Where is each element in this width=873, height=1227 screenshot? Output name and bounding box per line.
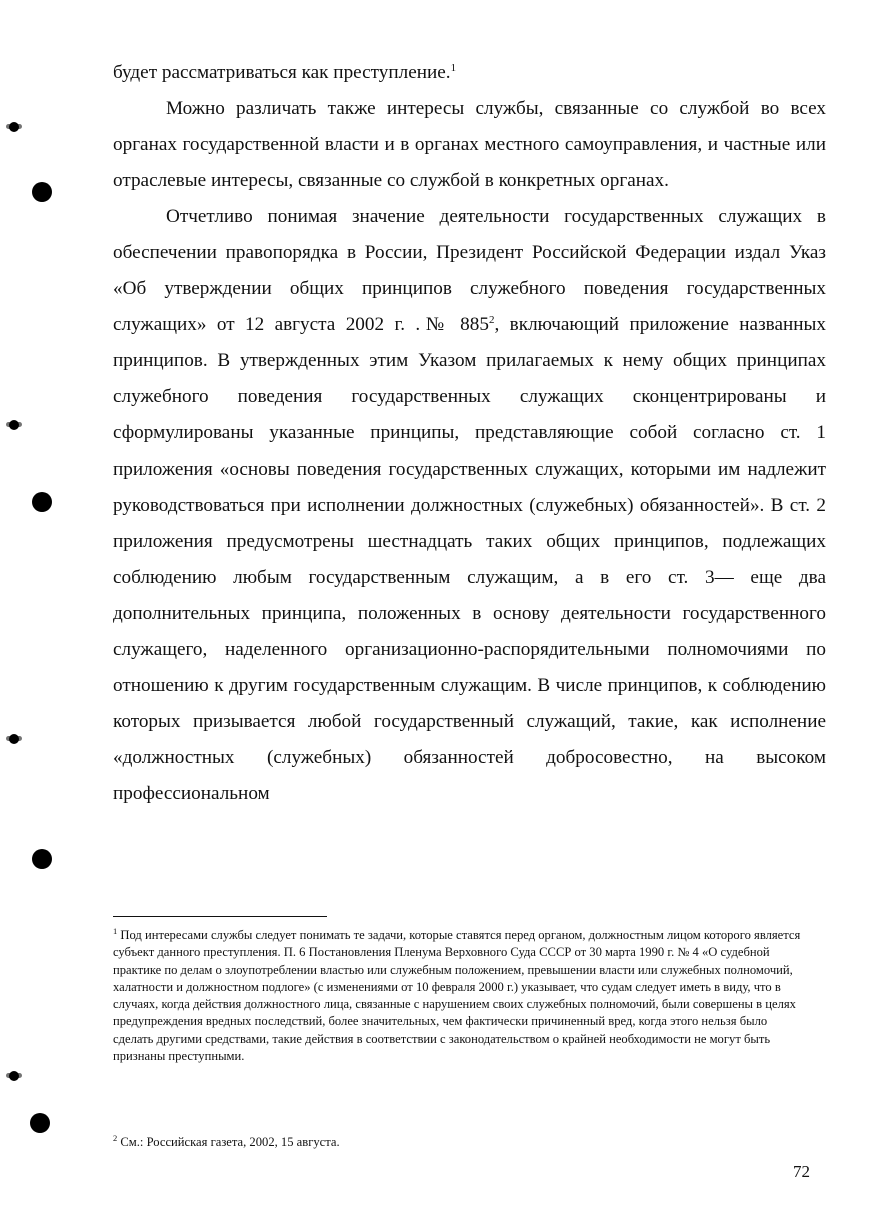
binder-hole: [32, 849, 52, 869]
binder-hole-mark: [9, 420, 19, 430]
footnote-2: [113, 1134, 803, 1151]
binder-hole-mark: [9, 734, 19, 744]
body-paragraph: Отчетливо понимая значение деятельности государственных служащих в обеспечении правопорядка в России, Президент Российской Федерации издал Указ «Об утверждении общих принципов служебного поведения государственных служащих» от 12 августа 2002 г. .№ $885^2$, включающий приложение названных принципов. В утвержденных этим Указом прилагаемых к нему общих принципах служебного поведения государственных служащих сконцентрированы и сформулированы указанные принципы, представляющие собой согласно ст. 1 приложения «основы поведения государственных служащих, которыми им надлежит руководствоваться при исполнении должностных (служебных) обязанностей». В ст. 2 приложения предусмотрены шестнадцать таких общих принципов, подлежащих соблюдению любым государственным служащим, а в его ст. 3— еще два дополнительных принципа, положенных в основу деятельности государственного служащего, наделенного организационно-распорядительными полномочиями по отношению к другим государственным служащим. В числе принципов, к соблюдению которых призывается любой государственный служащий, такие, как исполнение «должностных (служебных) обязанностей добросовестно, на высоком профессиональном: [113, 206, 826, 804]
body-line-top: будет рассматриваться как преступление.$^1$: [113, 62, 457, 83]
binder-hole: [30, 1113, 50, 1133]
binder-hole-mark: [9, 122, 19, 132]
footnote-2-mark: 2: [113, 1133, 118, 1143]
binder-hole: [32, 492, 52, 512]
page-number: 72: [793, 1162, 810, 1181]
footnote-1-text: Под интересами службы следует понимать те задачи, которые ставятся перед органом, должностным лицом которого является субъект данного преступления. П. 6 Постановления Пленума Верховного Суда СССР от 30 марта 1990 г. № 4 «О судебной практике по делам о злоупотреблении властью или служебным положением, превышении власти или служебных полномочий, халатности и должностном подлоге» (с изменениями от 10 февраля 2000 г.) указывает, что судам следует иметь в виду, что в случаях, когда действия должностного лица, связанные с нарушением своих служебных полномочий, были совершены в целях предупреждения вредных последствий, более значительных, чем фактически причиненный вред, когда этого нельзя было сделать другими средствами, такие действия в соответствии с законодательством о крайней необходимости не могут быть признаны преступными.: [113, 928, 801, 1064]
footnote-ref-1[interactable]: 1: [450, 62, 457, 74]
footnote-ref-2[interactable]: 2: [488, 314, 495, 327]
footnote-2-text: См.: Российская газета, 2002, 15 августа.: [117, 1135, 340, 1149]
binder-hole: [32, 182, 52, 202]
body-text: [113, 55, 826, 812]
footnote-separator: [113, 916, 327, 917]
body-paragraph: Можно различать также интересы службы, связанные со службой во всех органах государственной власти и в органах местного самоуправления, и частные или отраслевые интересы, связанные со службой в конкретных органах.: [113, 98, 826, 192]
footnote-1-mark: 1: [113, 926, 118, 936]
binder-hole-mark: [9, 1071, 19, 1081]
footnote-1: [113, 927, 803, 1065]
